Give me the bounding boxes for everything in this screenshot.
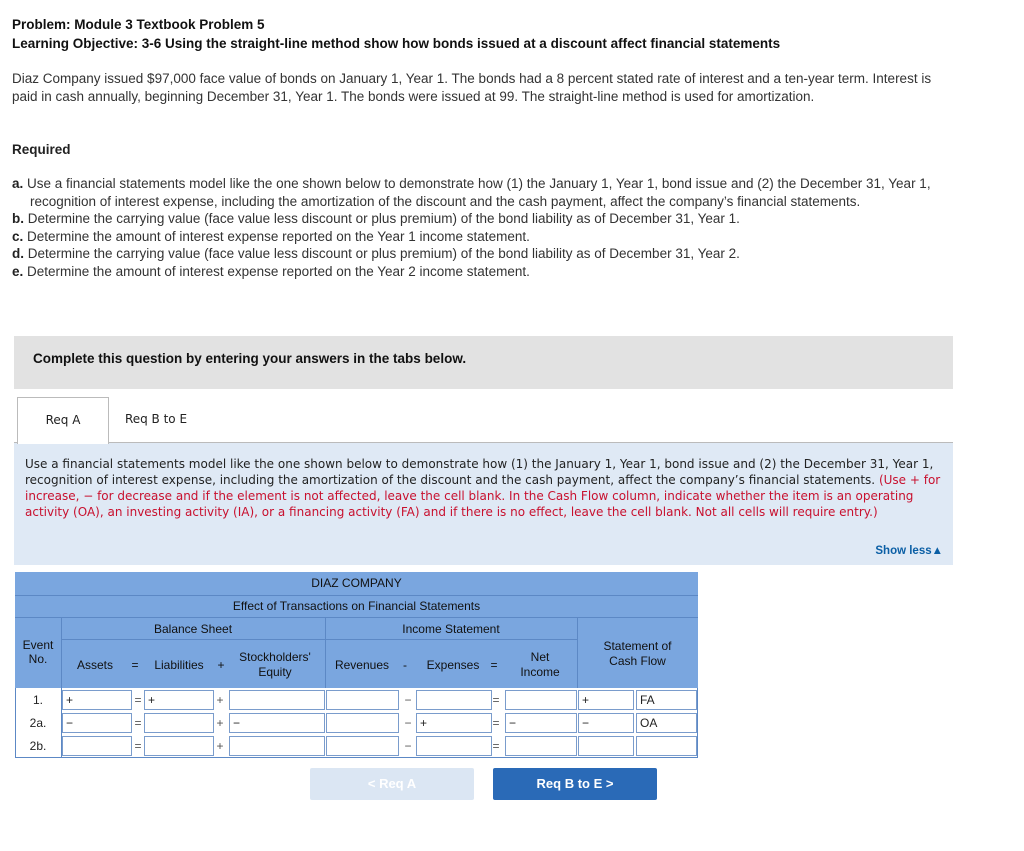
instruction-bar bbox=[14, 336, 953, 389]
minus-header: - bbox=[403, 658, 407, 672]
cash-flow-activity-input-2a[interactable]: OA bbox=[636, 713, 697, 733]
expenses-input-1[interactable] bbox=[416, 690, 492, 710]
se-input-2b[interactable] bbox=[229, 736, 325, 756]
event-row-2a: 2a. bbox=[29, 716, 47, 730]
balance-sheet-header: Balance Sheet bbox=[153, 622, 233, 636]
assets-header: Assets bbox=[76, 658, 113, 672]
prev-req-a-button[interactable]: < Req A bbox=[310, 768, 474, 800]
expenses-input-2b[interactable] bbox=[416, 736, 492, 756]
cash-flow-activity-input-1[interactable]: FA bbox=[636, 690, 697, 710]
assets-input-1[interactable]: + bbox=[62, 690, 132, 710]
cash-flow-activity-input-2b[interactable] bbox=[636, 736, 697, 756]
eq-op: = bbox=[492, 739, 500, 753]
tab-req-a[interactable]: Req A bbox=[17, 397, 109, 444]
expenses-header: Expenses bbox=[426, 658, 480, 672]
eq-op: = bbox=[492, 693, 500, 707]
event-row-1: 1. bbox=[32, 693, 43, 707]
plus-op: + bbox=[216, 739, 224, 753]
event-no-header: Event No. bbox=[22, 638, 54, 666]
revenues-input-2b[interactable] bbox=[326, 736, 399, 756]
cash-flow-sign-input-2b[interactable] bbox=[578, 736, 634, 756]
net-income-input-1[interactable] bbox=[505, 690, 577, 710]
cash-flow-sign-input-1[interactable]: + bbox=[578, 690, 634, 710]
plus-header: + bbox=[217, 658, 225, 672]
plus-op: + bbox=[216, 716, 224, 730]
instructions-panel bbox=[14, 443, 953, 565]
cash-flow-header: Statement of Cash Flow bbox=[603, 639, 672, 668]
assets-input-2b[interactable] bbox=[62, 736, 132, 756]
net-income-input-2b[interactable] bbox=[505, 736, 577, 756]
tab-req-b-to-e[interactable]: Req B to E bbox=[124, 412, 188, 426]
plus-op: + bbox=[216, 693, 224, 707]
expenses-input-2a[interactable]: + bbox=[416, 713, 492, 733]
eq-op: = bbox=[134, 716, 142, 730]
required-item-c: c. Determine the amount of interest expense reported on the Year 1 income statement. bbox=[12, 228, 530, 244]
liabilities-input-2a[interactable] bbox=[144, 713, 214, 733]
event-row-2b: 2b. bbox=[29, 739, 47, 753]
eq-op: = bbox=[134, 739, 142, 753]
minus-op: − bbox=[404, 739, 412, 753]
net-income-header: Net Income bbox=[520, 650, 560, 679]
panel-instructions: Use a financial statements model like the one shown below to demonstrate how (1) the January 1, Year 1, bond issue and (2) the December 31, Year 1, recognition of interest expense, including the amortization of the discount and the cash payment, affect the company’s financial statements. (Use + for increase, − for decrease and if the element is not affected, leave the cell blank. In the Cash Flow column, indicate whether the item is an operating activity (OA), an investing activity (IA), or a financing activity (FA) and if there is no effect, leave the cell blank. Not all cells will require entry.) bbox=[25, 457, 941, 519]
required-item-d: d. Determine the carrying value (face value less discount or plus premium) of the bond liability as of December 31, Year 2. bbox=[12, 246, 740, 261]
problem-title: Problem: Module 3 Textbook Problem 5 bbox=[12, 17, 265, 32]
stockholders-equity-header: Stockholders' Equity bbox=[239, 650, 311, 679]
required-heading: Required bbox=[12, 142, 71, 157]
assets-input-2a[interactable]: − bbox=[62, 713, 132, 733]
liabilities-input-1[interactable]: + bbox=[144, 690, 214, 710]
liabilities-input-2b[interactable] bbox=[144, 736, 214, 756]
equals-header-2: = bbox=[490, 658, 498, 672]
revenues-input-2a[interactable] bbox=[326, 713, 399, 733]
learning-objective: Learning Objective: 3-6 Using the straight-line method show how bonds issued at a discount affect financial statements bbox=[12, 36, 781, 51]
required-item-e: e. Determine the amount of interest expense reported on the Year 2 income statement. bbox=[12, 263, 530, 279]
table-subtitle: Effect of Transactions on Financial Statements bbox=[232, 599, 481, 613]
cash-flow-sign-input-2a[interactable]: − bbox=[578, 713, 634, 733]
se-input-1[interactable] bbox=[229, 690, 325, 710]
problem-intro: Diaz Company issued $97,000 face value of bonds on January 1, Year 1. The bonds had a 8 percent stated rate of interest and a ten-year term. Interest is paid in cash annually, beginning December 31, Year 1. The bonds were issued at 99. The straight-line method is used for amortization. bbox=[12, 71, 932, 104]
financial-statements-model bbox=[15, 572, 698, 758]
income-statement-header: Income Statement bbox=[402, 622, 500, 636]
liabilities-header: Liabilities bbox=[154, 658, 204, 672]
revenues-header: Revenues bbox=[334, 658, 390, 672]
required-item-b: b. Determine the carrying value (face value less discount or plus premium) of the bond liability as of December 31, Year 1. bbox=[12, 211, 740, 226]
se-input-2a[interactable]: − bbox=[229, 713, 325, 733]
eq-op: = bbox=[134, 693, 142, 707]
minus-op: − bbox=[404, 693, 412, 707]
required-item-a: a. Use a financial statements model like the one shown below to demonstrate how (1) the January 1, Year 1, bond issue and (2) the December 31, Year 1, recognition of interest expense, including the amortization of the discount and the cash payment, affect the company’s financial statements. bbox=[12, 176, 931, 209]
net-income-input-2a[interactable]: − bbox=[505, 713, 577, 733]
revenues-input-1[interactable] bbox=[326, 690, 399, 710]
company-title: DIAZ COMPANY bbox=[311, 576, 402, 590]
eq-op: = bbox=[492, 716, 500, 730]
show-less-link[interactable]: Show less▲ bbox=[875, 545, 943, 557]
minus-op: − bbox=[404, 716, 412, 730]
next-req-b-to-e-button[interactable]: Req B to E > bbox=[493, 768, 657, 800]
equals-header-1: = bbox=[131, 658, 139, 672]
instruction-text: Complete this question by entering your answers in the tabs below. bbox=[33, 351, 467, 366]
required-list bbox=[12, 175, 942, 280]
